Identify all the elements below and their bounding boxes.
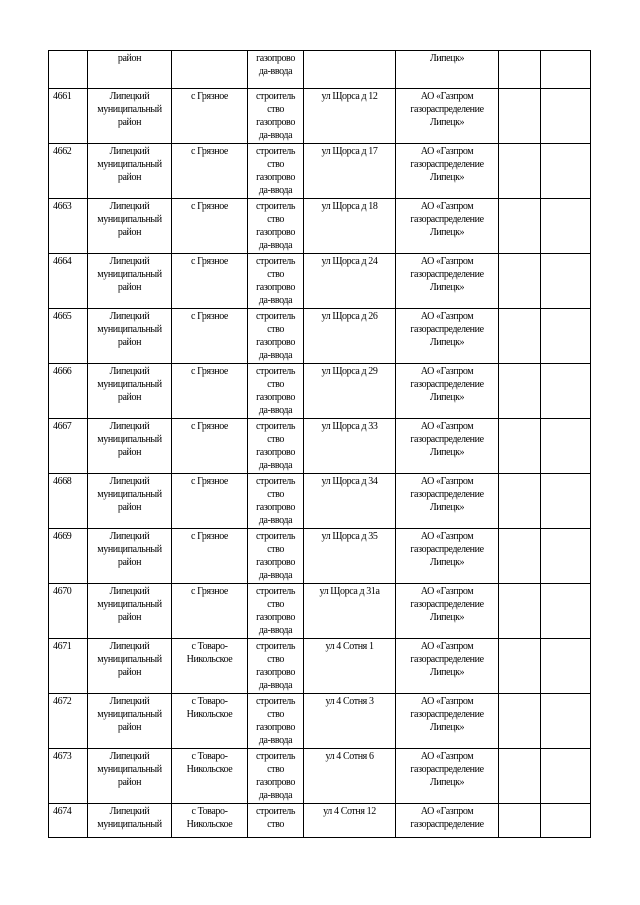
address-cell: ул 4 Сотня 3	[304, 694, 396, 749]
table-row	[49, 309, 591, 364]
empty-cell	[499, 364, 541, 419]
table-row	[49, 694, 591, 749]
address-cell: ул Щорса д 29	[304, 364, 396, 419]
address-cell: ул 4 Сотня 1	[304, 639, 396, 694]
settlement-cell: с Грязное	[172, 584, 248, 639]
owner-cell: АО «Газпром газораспределение	[396, 804, 499, 838]
table-row	[49, 51, 591, 89]
work-type-cell: строитель ство	[248, 804, 304, 838]
owner-cell: АО «Газпром газораспределение Липецк»	[396, 419, 499, 474]
settlement-cell: с Грязное	[172, 199, 248, 254]
table-row	[49, 749, 591, 804]
district-cell: Липецкий муниципальный район	[88, 584, 172, 639]
empty-cell	[499, 584, 541, 639]
address-cell: ул Щорса д 12	[304, 89, 396, 144]
district-cell: Липецкий муниципальный	[88, 804, 172, 838]
empty-cell	[541, 419, 591, 474]
address-cell: ул Щорса д 24	[304, 254, 396, 309]
district-cell: Липецкий муниципальный район	[88, 749, 172, 804]
empty-cell	[541, 309, 591, 364]
work-type-cell: строитель ство газопрово да-ввода	[248, 639, 304, 694]
row-number: 4665	[49, 309, 88, 364]
row-number: 4672	[49, 694, 88, 749]
address-cell: ул Щорса д 26	[304, 309, 396, 364]
row-number: 4674	[49, 804, 88, 838]
table-row	[49, 199, 591, 254]
empty-cell	[541, 199, 591, 254]
row-number	[49, 51, 88, 89]
empty-cell	[541, 51, 591, 89]
row-number: 4664	[49, 254, 88, 309]
owner-cell: АО «Газпром газораспределение Липецк»	[396, 309, 499, 364]
empty-cell	[499, 749, 541, 804]
owner-cell: АО «Газпром газораспределение Липецк»	[396, 749, 499, 804]
row-number: 4663	[49, 199, 88, 254]
work-type-cell: строитель ство газопрово да-ввода	[248, 529, 304, 584]
owner-cell: АО «Газпром газораспределение Липецк»	[396, 694, 499, 749]
row-number: 4669	[49, 529, 88, 584]
empty-cell	[499, 694, 541, 749]
settlement-cell	[172, 51, 248, 89]
settlement-cell: с Грязное	[172, 364, 248, 419]
address-cell: ул 4 Сотня 12	[304, 804, 396, 838]
work-type-cell: строитель ство газопрово да-ввода	[248, 199, 304, 254]
district-cell: Липецкий муниципальный район	[88, 364, 172, 419]
row-number: 4661	[49, 89, 88, 144]
owner-cell: АО «Газпром газораспределение Липецк»	[396, 144, 499, 199]
empty-cell	[541, 749, 591, 804]
settlement-cell: с Товаро-Никольское	[172, 749, 248, 804]
empty-cell	[541, 144, 591, 199]
table-row	[49, 474, 591, 529]
address-cell: ул Щорса д 31а	[304, 584, 396, 639]
empty-cell	[499, 51, 541, 89]
address-cell: ул Щорса д 17	[304, 144, 396, 199]
district-cell: Липецкий муниципальный район	[88, 639, 172, 694]
table-row	[49, 254, 591, 309]
district-cell: Липецкий муниципальный район	[88, 199, 172, 254]
district-cell: Липецкий муниципальный район	[88, 89, 172, 144]
address-cell	[304, 51, 396, 89]
row-number: 4668	[49, 474, 88, 529]
owner-cell: АО «Газпром газораспределение Липецк»	[396, 529, 499, 584]
empty-cell	[499, 419, 541, 474]
owner-cell: АО «Газпром газораспределение Липецк»	[396, 199, 499, 254]
table-row	[49, 529, 591, 584]
work-type-cell: строитель ство газопрово да-ввода	[248, 364, 304, 419]
settlement-cell: с Товаро-Никольское	[172, 694, 248, 749]
work-type-cell: строитель ство газопрово да-ввода	[248, 694, 304, 749]
work-type-cell: строитель ство газопрово да-ввода	[248, 584, 304, 639]
empty-cell	[541, 474, 591, 529]
owner-cell: АО «Газпром газораспределение Липецк»	[396, 364, 499, 419]
empty-cell	[541, 804, 591, 838]
address-cell: ул Щорса д 34	[304, 474, 396, 529]
address-cell: ул Щорса д 18	[304, 199, 396, 254]
row-number: 4670	[49, 584, 88, 639]
empty-cell	[541, 254, 591, 309]
owner-cell: Липецк»	[396, 51, 499, 89]
owner-cell: АО «Газпром газораспределение Липецк»	[396, 584, 499, 639]
district-cell: Липецкий муниципальный район	[88, 254, 172, 309]
district-cell: Липецкий муниципальный район	[88, 419, 172, 474]
settlement-cell: с Грязное	[172, 309, 248, 364]
settlement-cell: с Грязное	[172, 144, 248, 199]
settlement-cell: с Грязное	[172, 529, 248, 584]
table-row	[49, 584, 591, 639]
owner-cell: АО «Газпром газораспределение Липецк»	[396, 254, 499, 309]
address-cell: ул Щорса д 33	[304, 419, 396, 474]
empty-cell	[499, 89, 541, 144]
settlement-cell: с Грязное	[172, 419, 248, 474]
work-type-cell: строитель ство газопрово да-ввода	[248, 309, 304, 364]
district-cell: Липецкий муниципальный район	[88, 309, 172, 364]
empty-cell	[499, 804, 541, 838]
empty-cell	[541, 529, 591, 584]
work-type-cell: строитель ство газопрово да-ввода	[248, 89, 304, 144]
settlement-cell: с Товаро-Никольское	[172, 639, 248, 694]
settlement-cell: с Грязное	[172, 474, 248, 529]
owner-cell: АО «Газпром газораспределение Липецк»	[396, 474, 499, 529]
settlement-cell: с Грязное	[172, 254, 248, 309]
row-number: 4667	[49, 419, 88, 474]
table-row	[49, 804, 591, 838]
empty-cell	[499, 199, 541, 254]
work-type-cell: строитель ство газопрово да-ввода	[248, 254, 304, 309]
table-row	[49, 89, 591, 144]
empty-cell	[541, 694, 591, 749]
registry-table-body	[49, 51, 591, 838]
row-number: 4673	[49, 749, 88, 804]
empty-cell	[541, 584, 591, 639]
district-cell: Липецкий муниципальный район	[88, 694, 172, 749]
empty-cell	[499, 254, 541, 309]
district-cell: Липецкий муниципальный район	[88, 474, 172, 529]
empty-cell	[541, 364, 591, 419]
empty-cell	[541, 639, 591, 694]
row-number: 4662	[49, 144, 88, 199]
row-number: 4671	[49, 639, 88, 694]
table-row	[49, 639, 591, 694]
registry-table	[48, 50, 591, 838]
empty-cell	[541, 89, 591, 144]
empty-cell	[499, 474, 541, 529]
work-type-cell: газопрово да-ввода	[248, 51, 304, 89]
work-type-cell: строитель ство газопрово да-ввода	[248, 419, 304, 474]
address-cell: ул 4 Сотня 6	[304, 749, 396, 804]
owner-cell: АО «Газпром газораспределение Липецк»	[396, 89, 499, 144]
table-row	[49, 144, 591, 199]
district-cell: Липецкий муниципальный район	[88, 144, 172, 199]
address-cell: ул Щорса д 35	[304, 529, 396, 584]
empty-cell	[499, 144, 541, 199]
district-cell: район	[88, 51, 172, 89]
row-number: 4666	[49, 364, 88, 419]
district-cell: Липецкий муниципальный район	[88, 529, 172, 584]
work-type-cell: строитель ство газопрово да-ввода	[248, 144, 304, 199]
work-type-cell: строитель ство газопрово да-ввода	[248, 749, 304, 804]
settlement-cell: с Товаро-Никольское	[172, 804, 248, 838]
work-type-cell: строитель ство газопрово да-ввода	[248, 474, 304, 529]
owner-cell: АО «Газпром газораспределение Липецк»	[396, 639, 499, 694]
table-row	[49, 419, 591, 474]
empty-cell	[499, 639, 541, 694]
empty-cell	[499, 529, 541, 584]
settlement-cell: с Грязное	[172, 89, 248, 144]
table-row	[49, 364, 591, 419]
empty-cell	[499, 309, 541, 364]
